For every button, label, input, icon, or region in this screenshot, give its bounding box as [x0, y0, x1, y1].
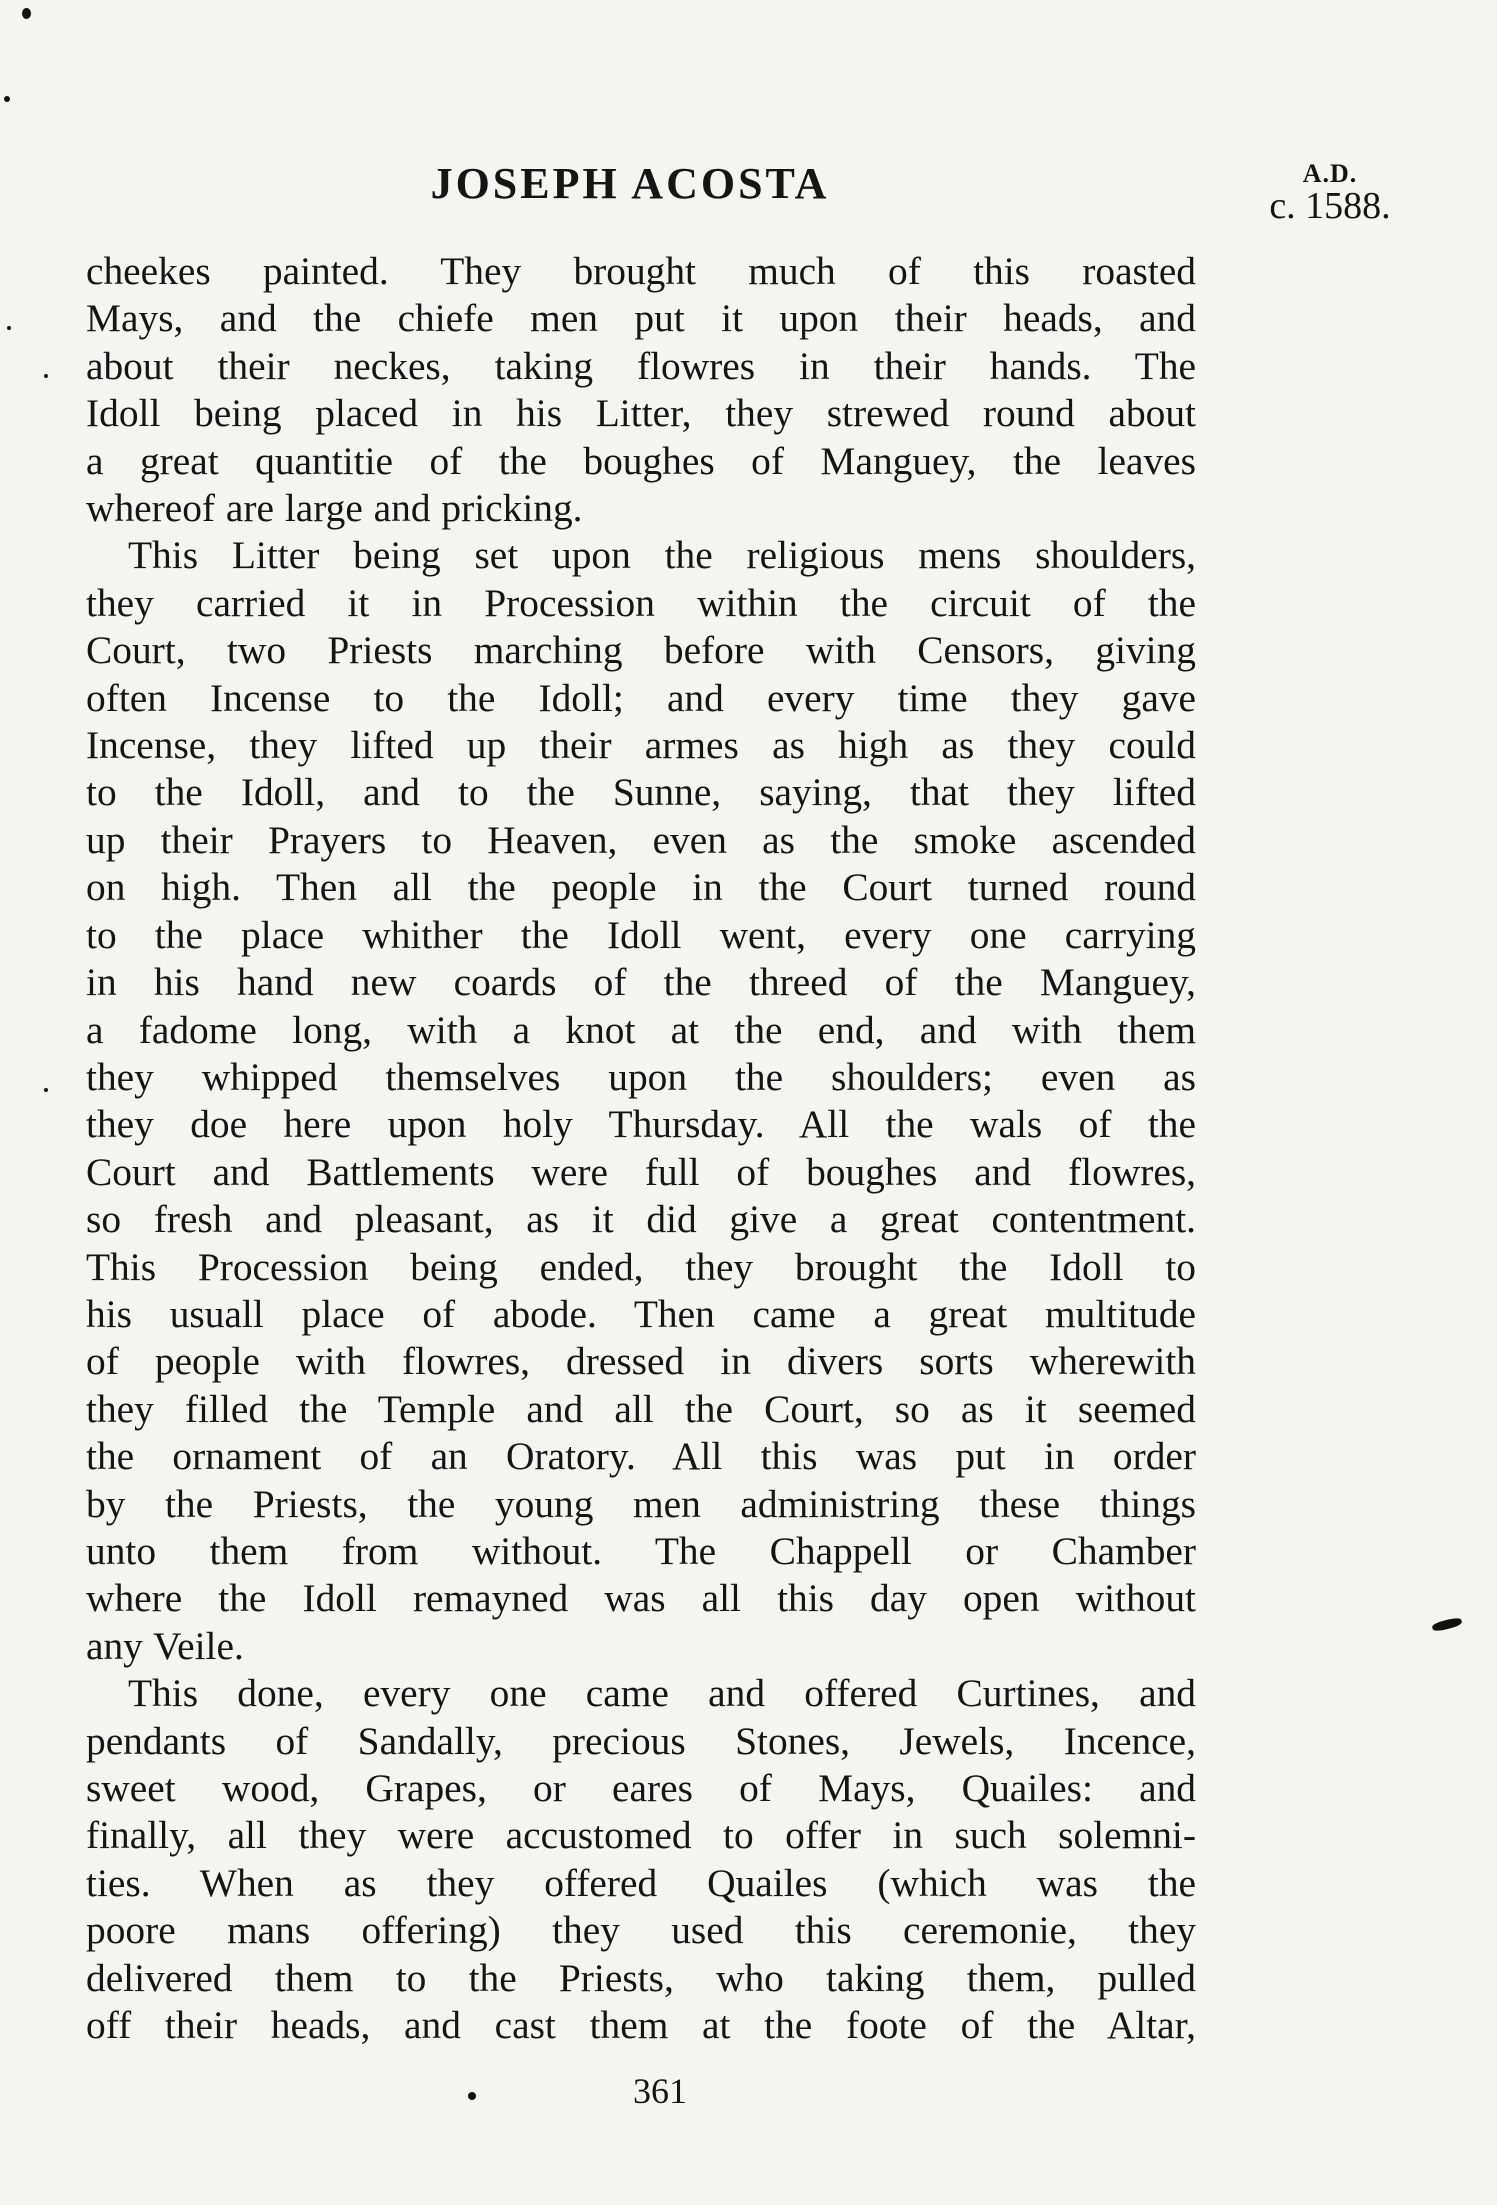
text-line: his usuall place of abode. Then came a great multitude [86, 1291, 1196, 1336]
margin-date-note [1255, 160, 1405, 227]
text-line: This done, every one came and offered Curtines, and [128, 1671, 1196, 1716]
scan-speck [44, 1088, 48, 1092]
text-line: unto them from without. The Chappell or Chamber [86, 1528, 1196, 1573]
scan-speck [22, 8, 31, 19]
text-line: cheekes painted. They brought much of this roasted [86, 249, 1196, 293]
text-line: off their heads, and cast them at the foote of the Altar, [86, 2003, 1196, 2048]
text-line: the ornament of an Oratory. All this was put in order [86, 1434, 1196, 1479]
scan-speck [1431, 1617, 1462, 1633]
text-line: they filled the Temple and all the Court, so as it seemed [86, 1386, 1196, 1431]
text-line: a great quantitie of the boughes of Manguey, the leaves [86, 438, 1196, 483]
text-line: to the Idoll, and to the Sunne, saying, that they lifted [86, 770, 1196, 815]
text-line: pendants of Sandally, precious Stones, Jewels, Incence, [86, 1718, 1196, 1763]
text-line: whereof are large and pricking. [86, 486, 583, 531]
text-line: sweet wood, Grapes, or eares of Mays, Quailes: and [86, 1766, 1196, 1810]
paragraph-1 [86, 248, 1196, 532]
margin-era: A.D. [1302, 159, 1358, 188]
scan-speck [468, 2092, 476, 2100]
text-line: of people with flowres, dressed in divers sorts wherewith [86, 1339, 1196, 1384]
scan-speck [44, 374, 48, 378]
text-line: Court and Battlements were full of boughes and flowres, [86, 1149, 1196, 1194]
text-line: by the Priests, the young men administring these things [86, 1481, 1196, 1526]
body-text [86, 248, 1196, 2049]
text-line: ties. When as they offered Quailes (which was the [86, 1860, 1196, 1905]
text-line: in his hand new coards of the threed of the Manguey, [86, 960, 1196, 1005]
margin-year: c. 1588. [1269, 185, 1391, 228]
text-line: delivered them to the Priests, who taking them, pulled [86, 1955, 1196, 2000]
text-line: Court, two Priests marching before with Censors, giving [86, 628, 1196, 673]
text-line: to the place whither the Idoll went, every one carrying [86, 912, 1196, 957]
text-line: often Incense to the Idoll; and every time they gave [86, 675, 1196, 720]
scan-speck [7, 326, 11, 330]
text-line: Idoll being placed in his Litter, they strewed round about [86, 391, 1196, 436]
text-line: they doe here upon holy Thursday. All the wals of the [86, 1102, 1196, 1147]
text-line: This Procession being ended, they brought the Idoll to [86, 1244, 1196, 1289]
text-line: they whipped themselves upon the shoulders; even as [86, 1054, 1196, 1099]
text-line: any Veile. [86, 1623, 244, 1668]
text-line: Incense, they lifted up their armes as high as they could [86, 723, 1196, 768]
scan-speck [4, 96, 10, 102]
text-line: on high. Then all the people in the Court turned round [86, 865, 1196, 910]
text-line: This Litter being set upon the religious mens shoulders, [128, 533, 1196, 578]
text-line: Mays, and the chiefe men put it upon their heads, and [86, 296, 1196, 341]
text-line: poore mans offering) they used this ceremonie, they [86, 1908, 1196, 1953]
text-line: about their neckes, taking flowres in their hands. The [86, 343, 1196, 388]
text-line: they carried it in Procession within the circuit of the [86, 580, 1196, 625]
page-number: 361 [633, 2071, 687, 2111]
paragraph-2 [86, 532, 1196, 1670]
text-line: finally, all they were accustomed to offer in such solemni- [86, 1813, 1196, 1858]
text-line: up their Prayers to Heaven, even as the smoke ascended [86, 817, 1196, 862]
text-line: so fresh and pleasant, as it did give a great contentment. [86, 1197, 1196, 1242]
paragraph-3 [86, 1670, 1196, 2049]
running-title: JOSEPH ACOSTA [430, 159, 830, 208]
text-line: where the Idoll remayned was all this day open without [86, 1576, 1196, 1621]
text-line: a fadome long, with a knot at the end, and with them [86, 1007, 1196, 1052]
